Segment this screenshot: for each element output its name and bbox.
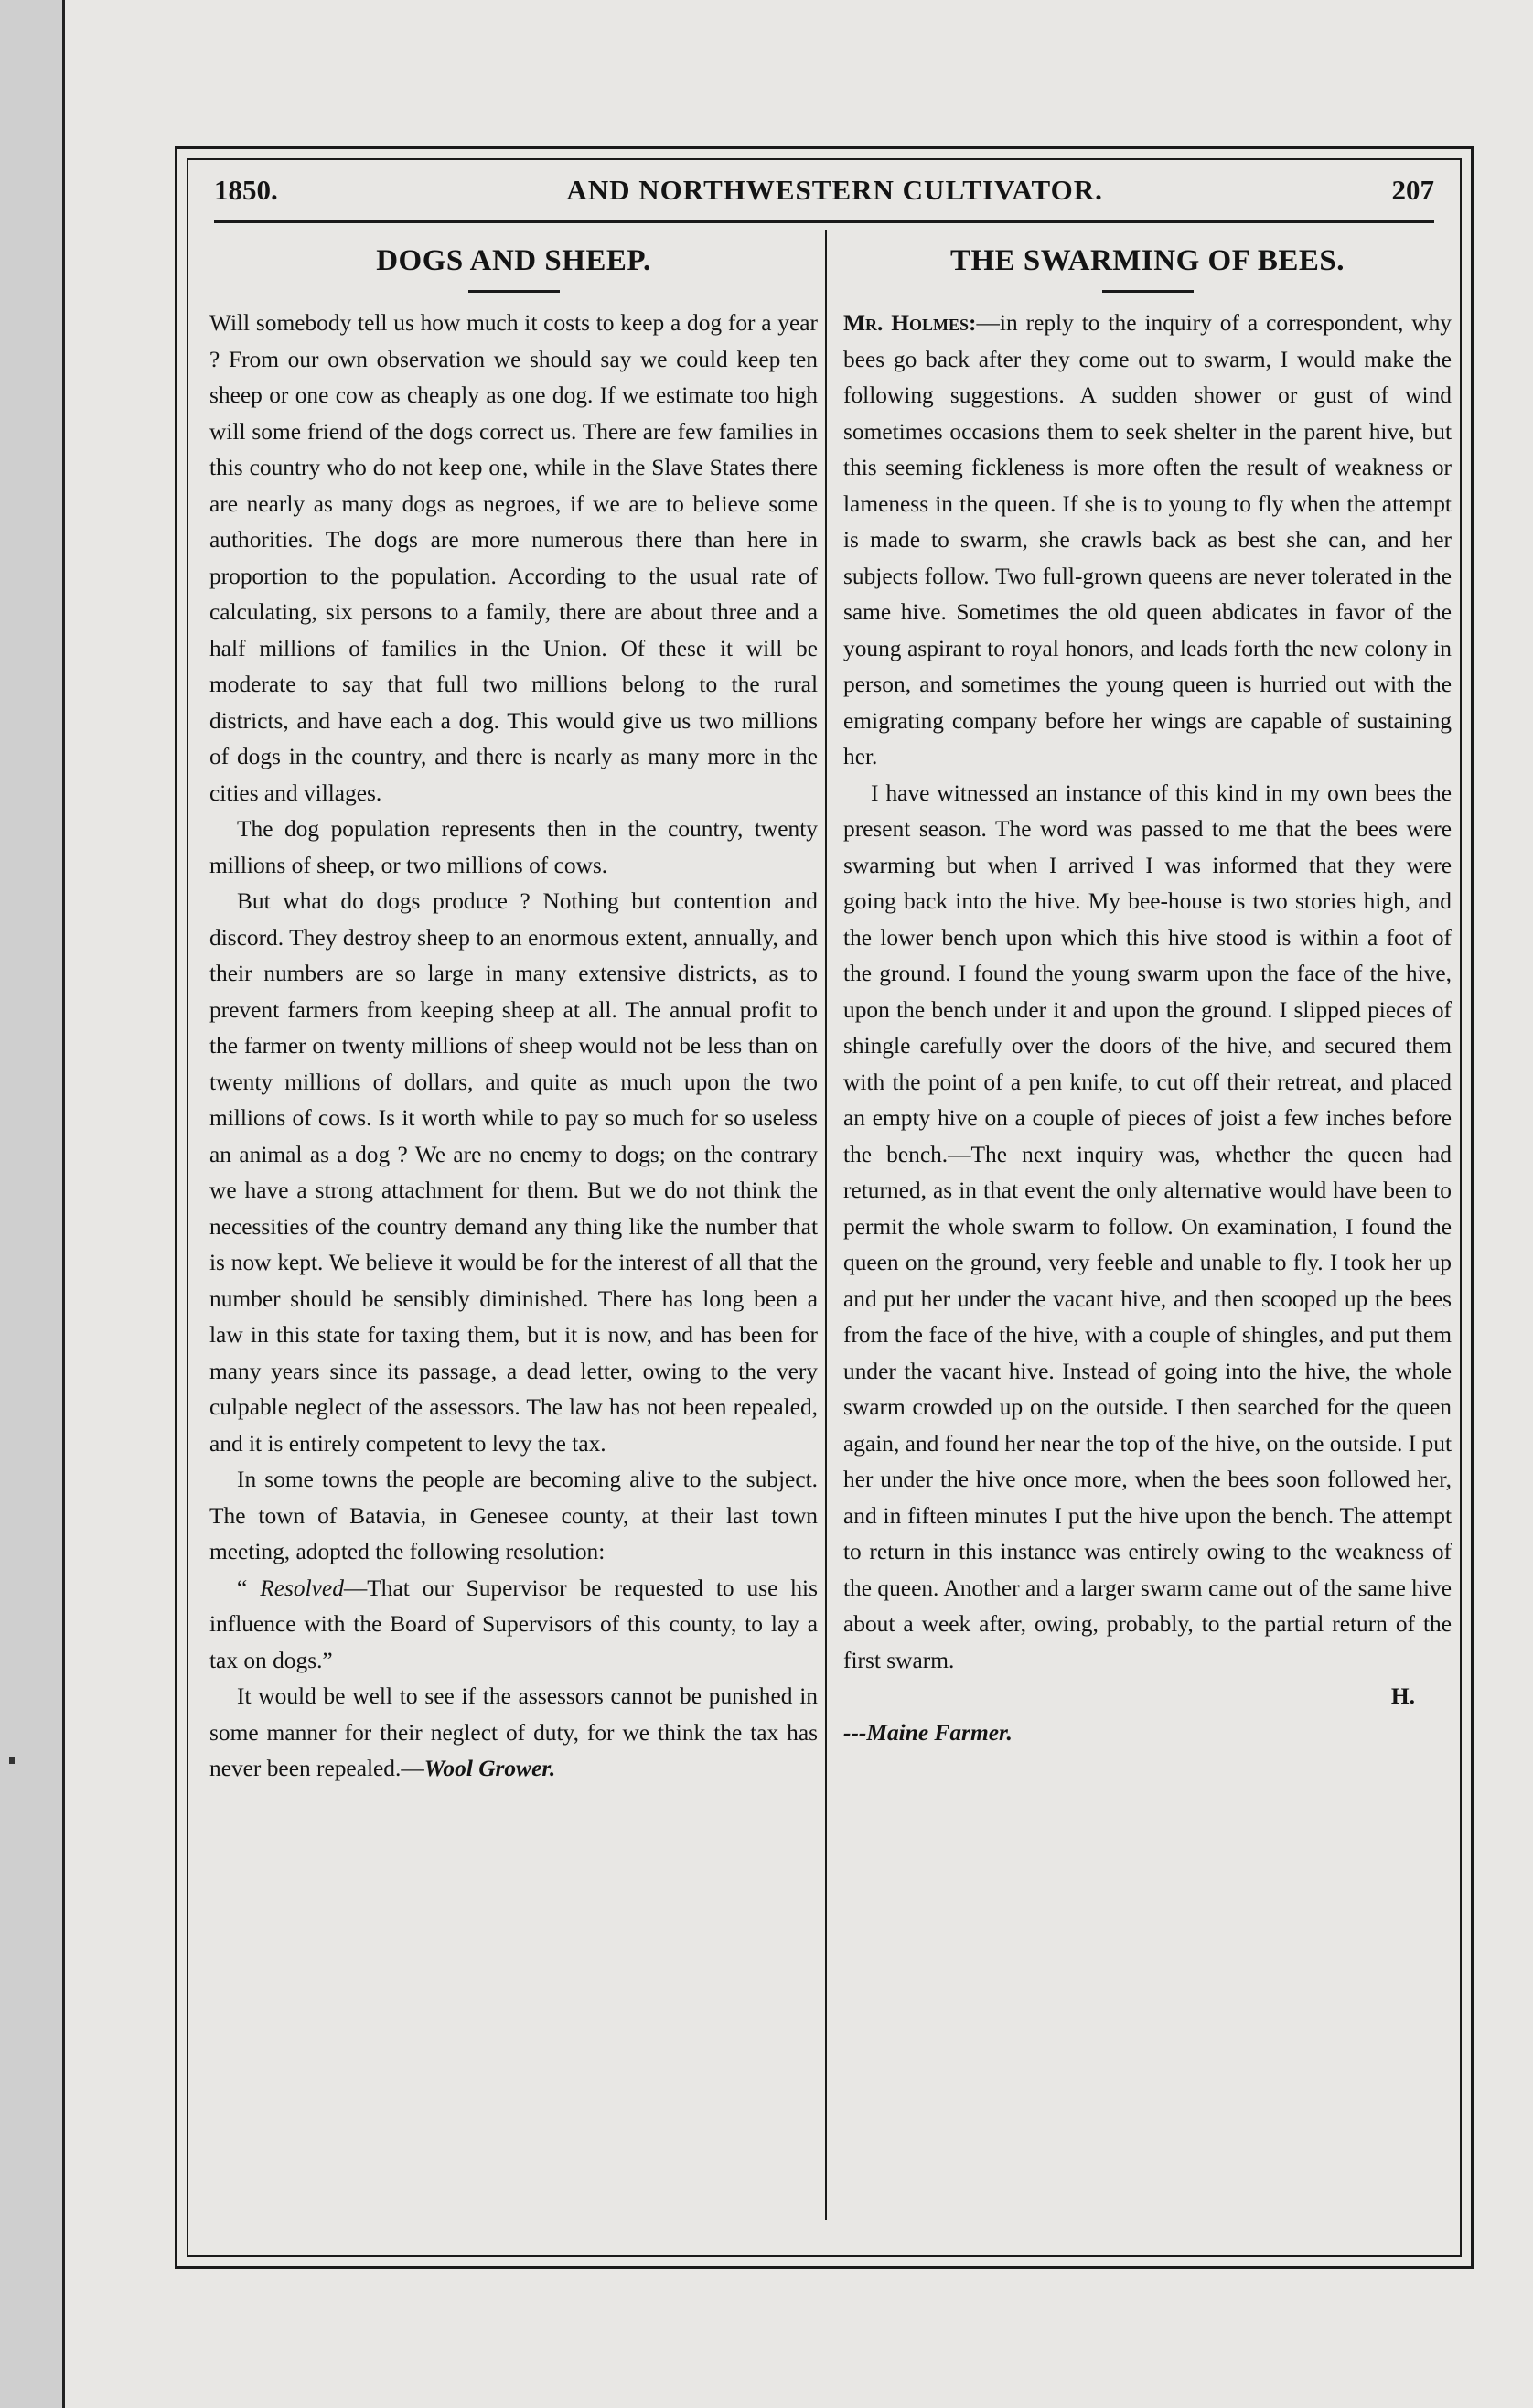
- source-credit: ---Maine Farmer.: [843, 1719, 1013, 1746]
- page-border: [175, 146, 1474, 2269]
- resolution-text: —That our Supervisor be requested to use his influence with the Board of Supervisors of this county, to lay a tax on dogs.”: [209, 1575, 818, 1673]
- paragraph: Will somebody tell us how much it costs to keep a dog for a year ? From our own observation we should say we could keep ten sheep or one cow as cheaply as one dog. If we estimate too high will some friend of the dogs correct us. There are few families in this country who do not keep one, while in the Slave States there are nearly as many dogs as negroes, if we are to believe some authorities. The dogs are more numerous there than here in proportion to the population. According to the usual rate of calculating, six persons to a family, there are about three and a half millions of families in the Union. Of these it will be moderate to say that full two millions belong to the rural districts, and have each a dog. This would give us two millions of dogs in the country, and there is nearly as many more in the cities and villages.: [209, 310, 818, 806]
- paragraph: I have witnessed an instance of this kind in my own bees the present season. The word was passed to me that the bees were swarming but when I arrived I was informed that they were going back into the hive. My bee-house is two stories high, and the lower bench upon which this hive stood is within a foot of the ground. I found the young swarm upon the face of the hive, upon the bench under it and upon the ground. I slipped pieces of shingle carefully over the doors of the hive, and secured them with the point of a pen knife, to cut off their retreat, and placed an empty hive on a couple of pieces of joist a few inches before the bench.—The next inquiry was, whether the queen had returned, as in that event the only alternative would have been to permit the whole swarm to follow. On examination, I found the queen on the ground, very feeble and unable to fly. I took her up and put her under the vacant hive, and then scooped up the bees from the face of the hive, with a couple of shingles, and put them under the vacant hive. Instead of going into the hive, the whole swarm crowded up on the outside. I then searched for the queen again, and found her near the top of the hive, on the outside. I put her under the hive once more, when the bees soon followed her, and in fifteen minutes I put the hive upon the bench. The attempt to return in this instance was entirely owing to the weakness of the queen. Another and a larger swarm came out of the same hive about a week after, owing, probably, to the partial return of the first swarm.: [843, 779, 1452, 1673]
- article-swarming-of-bees: [843, 241, 1452, 1751]
- header-year: 1850.: [214, 174, 278, 206]
- paragraph: But what do dogs produce ? Nothing but contention and discord. They destroy sheep to an enormous extent, annually, and their numbers are so large in many extensive districts, as to prevent farmers from keeping sheep at all. The annual profit to the farmer on twenty millions of sheep would not be less than on twenty millions of dollars, and quite as much upon the two millions of cows. Is it worth while to pay so much for so useless an animal as a dog ? We are no enemy to dogs; on the contrary we have a strong attachment for them. But we do not think the necessities of the country demand any thing like the number that is now kept. We believe it would be for the interest of all that the number should be sensibly diminished. There has long been a law in this state for taxing them, but it is now, and has been for many years since its passage, a dead letter, owing to the very culpable neglect of the assessors. The law has not been repealed, and it is entirely competent to levy the tax.: [209, 888, 818, 1457]
- publication-title: AND NORTHWESTERN CULTIVATOR.: [566, 174, 1103, 206]
- scan-margin: [0, 0, 64, 2408]
- paragraph-text: —in reply to the inquiry of a correspondent, why bees go back after they come out to swarm, I would make the following suggestions. A sudden shower or gust of wind sometimes occasions them to seek shelter in the parent hive, but this seeming fickleness is more often the result of weakness or lameness in the queen. If she is to young to fly when the attempt is made to swarm, she crawls back as best she can, and her subjects follow. Two full-grown queens are never tolerated in the same hive. Sometimes the old queen abdicates in favor of the young aspirant to royal honors, and leads forth the new colony in person, and sometimes the young queen is hurried out with the emigrating company before her wings are capable of sustaining her.: [843, 310, 1452, 769]
- article-heading: DOGS AND SHEEP.: [376, 244, 651, 277]
- column-divider: [825, 230, 827, 2220]
- heading-rule: [1102, 290, 1194, 293]
- source-credit: Wool Grower.: [423, 1756, 556, 1781]
- running-header: [214, 167, 1434, 213]
- quote-mark: “: [237, 1575, 261, 1601]
- closing-text: It would be well to see if the assessors cannot be punished in some manner for their neglect of duty, for we think the tax has never been repealed.—: [209, 1683, 818, 1781]
- resolved-label: Resolved: [260, 1575, 344, 1601]
- newspaper-page: [65, 0, 1533, 2408]
- salutation: Mr. Holmes:: [843, 310, 977, 336]
- paragraph: [843, 306, 1452, 776]
- paragraph: The dog population represents then in the country, twenty millions of sheep, or two millions of cows.: [209, 816, 818, 878]
- paragraph: In some towns the people are becoming alive to the subject. The town of Batavia, in Genesee county, at their last town meeting, adopted the following resolution:: [209, 1467, 818, 1564]
- resolution-quote: [209, 1571, 818, 1680]
- article-heading: THE SWARMING OF BEES.: [949, 244, 1345, 277]
- article-dogs-and-sheep: [209, 241, 818, 1788]
- ink-speck: [9, 1757, 15, 1764]
- signature: H.: [1390, 1683, 1415, 1709]
- header-rule: [214, 220, 1434, 223]
- page-number: 207: [1391, 174, 1434, 206]
- heading-rule: [468, 290, 560, 293]
- paragraph: [209, 1679, 818, 1788]
